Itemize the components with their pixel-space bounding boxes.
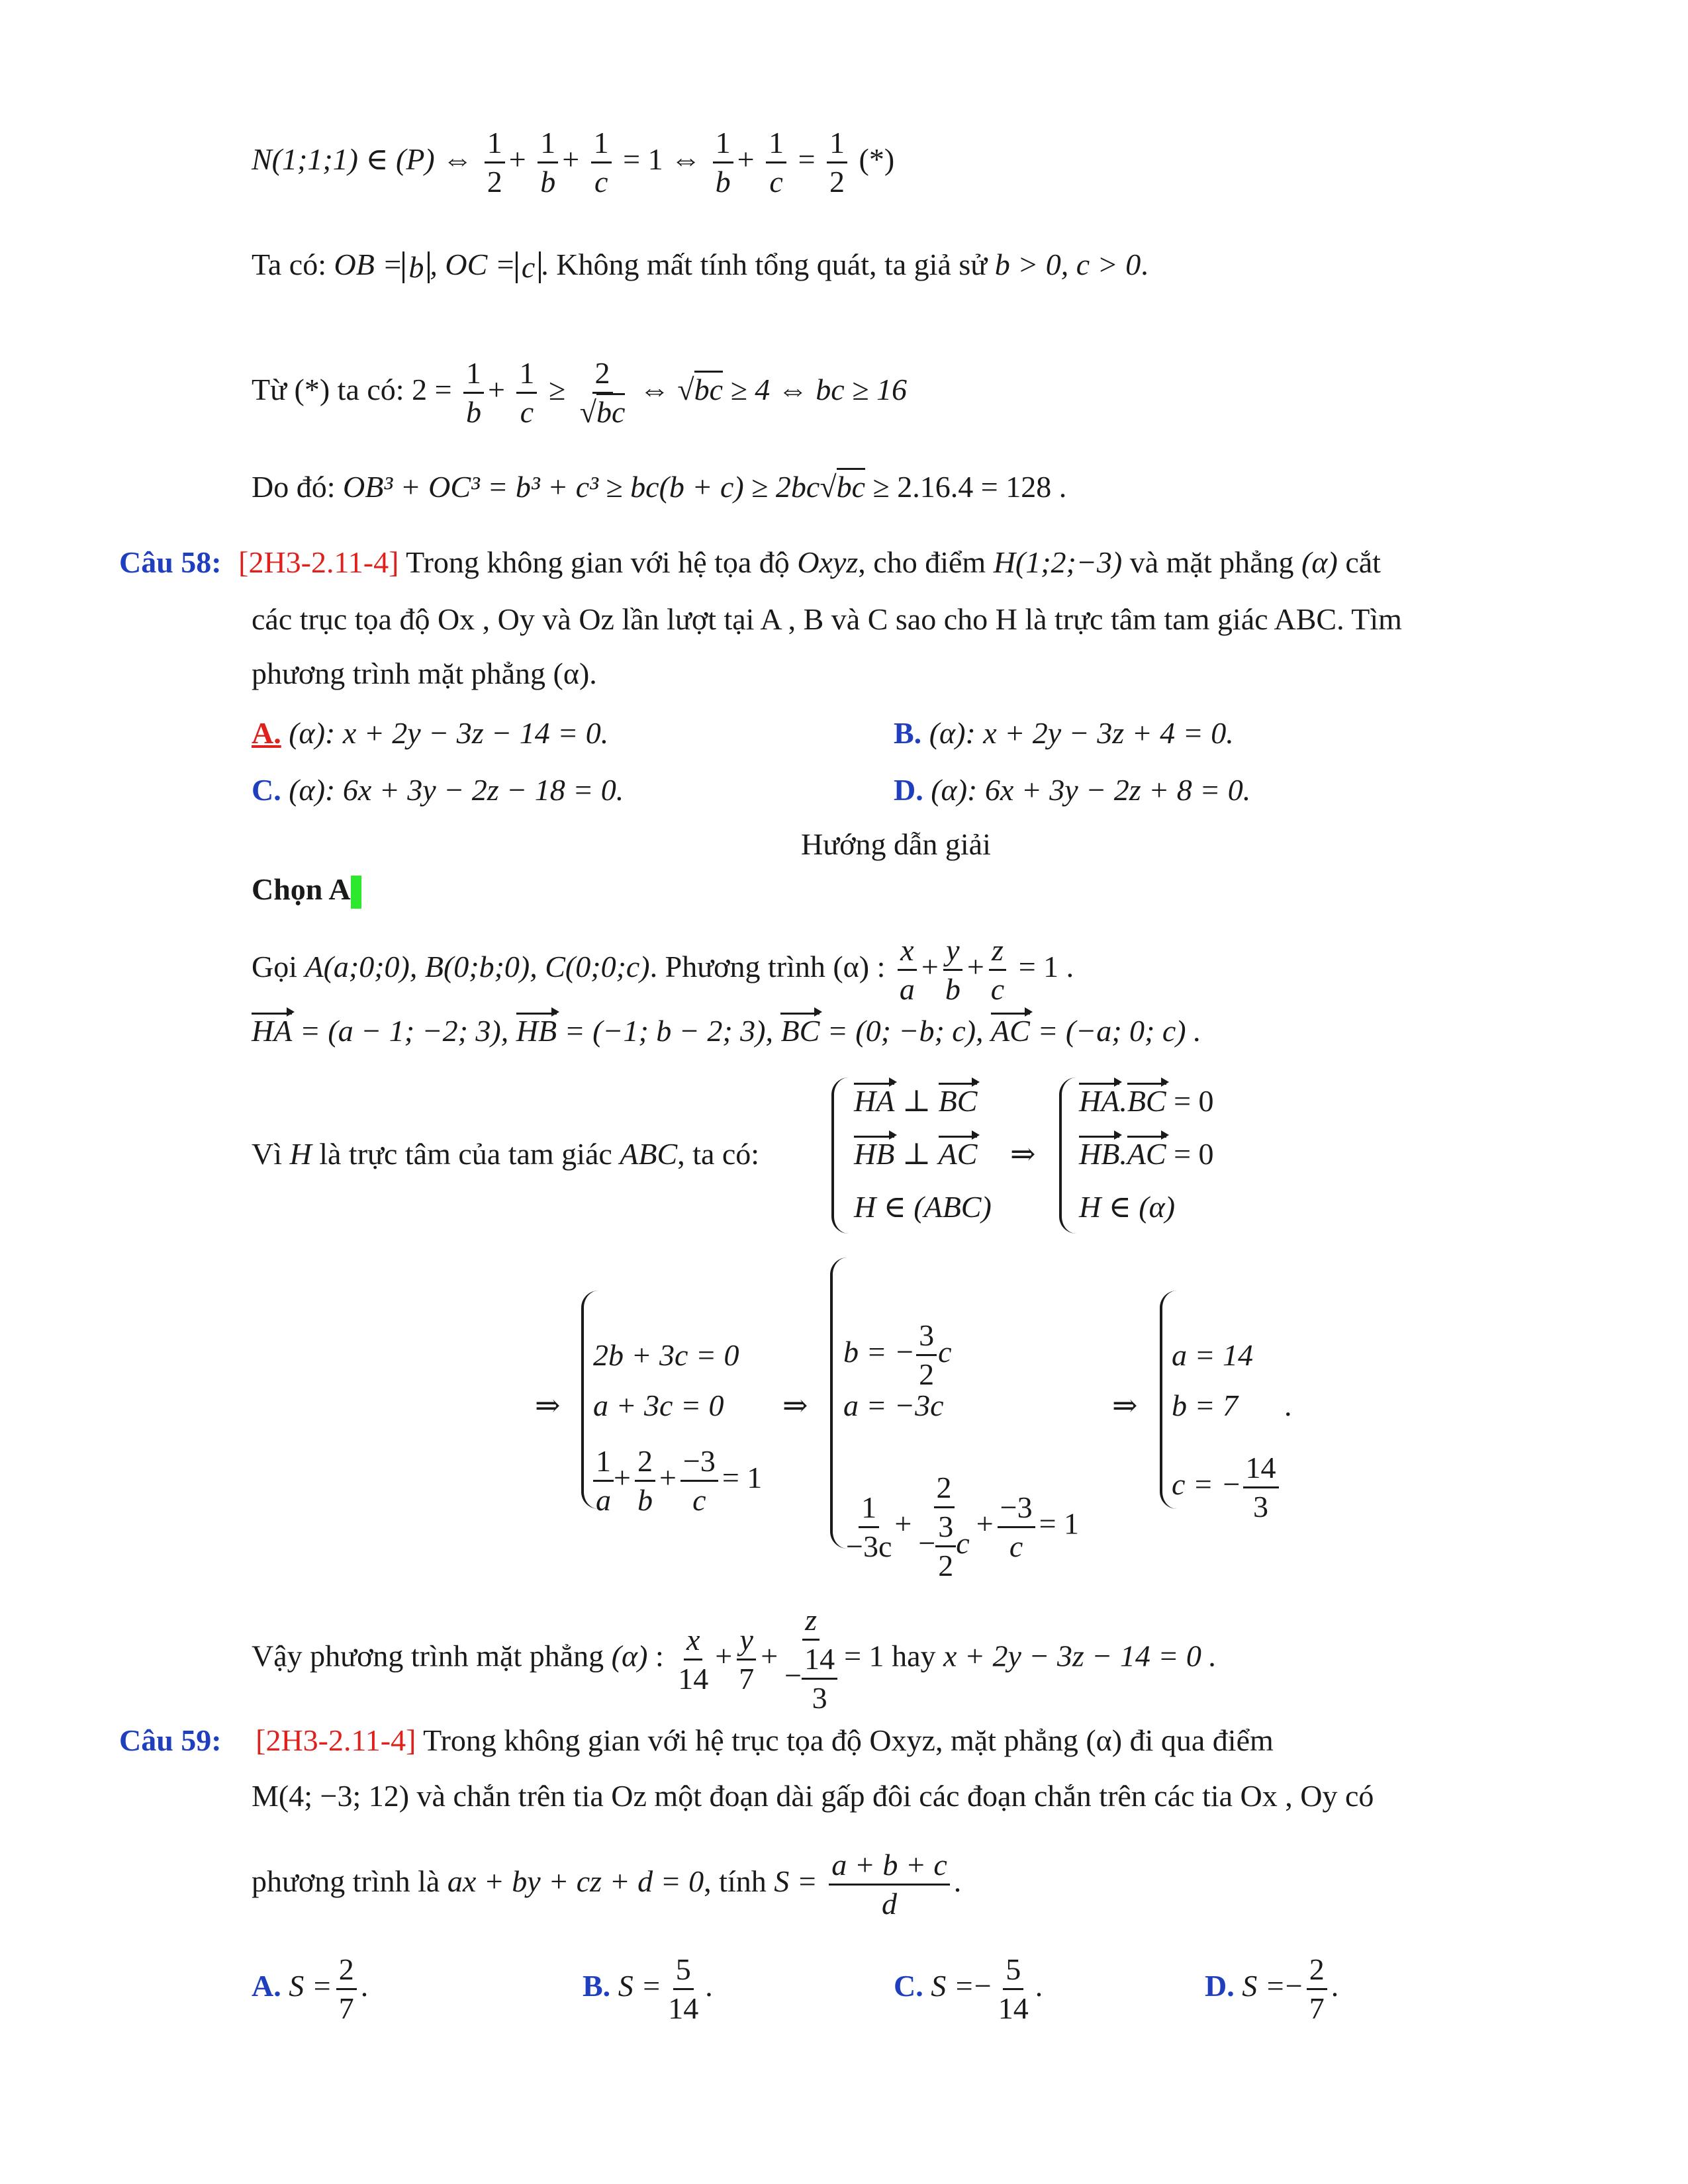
points: A(a;0;0), B(0;b;0), C(0;0;c) bbox=[305, 950, 650, 984]
frac-den: − $\frac{3}{2}$ c bbox=[915, 1508, 972, 1584]
frac-den: 7 bbox=[338, 1991, 354, 2025]
two-equals: 2 = bbox=[412, 373, 452, 407]
sys5-row-3 bbox=[1172, 1449, 1280, 1525]
alpha: (α) bbox=[611, 1639, 648, 1673]
text: Trong không gian với hệ trục tọa độ Oxyz, mặt phẳng (α) đi qua điểm bbox=[423, 1723, 1274, 1757]
iff: ⇔ bbox=[639, 373, 670, 407]
option-label: A. bbox=[252, 1969, 281, 2003]
highlight-mark bbox=[351, 876, 361, 909]
equals-one: = 1 ⇔ bbox=[623, 142, 702, 177]
frac-num: 5 bbox=[1003, 1951, 1023, 1990]
frac-den: − $\frac{14}{3}$ bbox=[782, 1641, 840, 1717]
question-58-line-1 bbox=[119, 543, 1381, 582]
s-equals: S = bbox=[289, 1969, 332, 2003]
prefix: Từ (*) ta có: bbox=[252, 373, 404, 407]
frac-den: 14 bbox=[998, 1991, 1029, 2025]
dot: . bbox=[1119, 1084, 1127, 1118]
text: hay bbox=[892, 1639, 936, 1673]
option-text: (α): 6x + 3y − 2z + 8 = 0. bbox=[931, 773, 1251, 807]
frac-num: z bbox=[989, 932, 1006, 971]
colon: : bbox=[655, 1639, 664, 1673]
alpha: (α) bbox=[1301, 545, 1338, 579]
text: c = − bbox=[1172, 1467, 1242, 1502]
implies: ⇒ bbox=[1112, 1388, 1138, 1422]
s-equals: S = bbox=[931, 1969, 974, 2003]
option-label: C. bbox=[894, 1969, 923, 2003]
question-58-line-2: các trục tọa độ Ox , Oy và Oz lần lượt tại A , B và C sao cho H là trực tâm tam giác ABC. Tìm bbox=[252, 602, 1402, 636]
text: phương trình là bbox=[252, 1864, 440, 1899]
ob-label: OB = bbox=[334, 248, 403, 281]
text: Gọi bbox=[252, 950, 297, 984]
frac-num: 1 bbox=[713, 124, 733, 163]
question-59-line-3 bbox=[252, 1846, 961, 1923]
equation: ax + by + cz + d = 0 bbox=[447, 1864, 704, 1899]
abs-b: b bbox=[402, 251, 430, 283]
vector-bc: BC bbox=[1127, 1081, 1166, 1121]
vector-hb: HB bbox=[1079, 1134, 1119, 1174]
q59-option-b[interactable]: B. S = $\frac{5}{14}$ . bbox=[583, 1951, 713, 2027]
solution-title: Hướng dẫn giải bbox=[801, 827, 991, 861]
point-h: H(1;2;−3) bbox=[993, 545, 1123, 579]
equals: = bbox=[798, 142, 816, 177]
dot: . bbox=[1119, 1137, 1127, 1171]
frac-den: 2 bbox=[829, 165, 845, 199]
frac-den: 3 bbox=[1253, 1490, 1268, 1524]
frac-num: 14 bbox=[1243, 1449, 1279, 1488]
option-label: B. bbox=[894, 716, 922, 750]
frac-den: 2 bbox=[919, 1357, 935, 1391]
h-letter: H bbox=[289, 1137, 312, 1171]
frac-num: 2 bbox=[934, 1469, 955, 1508]
text: Trong không gian với hệ tọa độ bbox=[406, 545, 790, 579]
text: = 1 . bbox=[1018, 950, 1074, 984]
sys3-row-1: 2b + 3c = 0 bbox=[593, 1338, 739, 1372]
s-equals: S = bbox=[1242, 1969, 1286, 2003]
frac-den: 2 bbox=[487, 165, 502, 199]
frac-den: b bbox=[466, 395, 482, 429]
text: và mặt phẳng bbox=[1129, 545, 1294, 579]
s-equals: S = bbox=[618, 1969, 662, 2003]
plus: + bbox=[737, 142, 755, 177]
prefix: Do đó: bbox=[252, 470, 336, 504]
question-label: Câu 58: bbox=[119, 545, 222, 579]
expression: OB³ + OC³ = b³ + c³ ≥ bc(b + c) ≥ 2bc bbox=[343, 470, 820, 504]
equation-line-1 bbox=[252, 124, 894, 201]
frac-den: c bbox=[692, 1483, 706, 1517]
question-label: Câu 59: bbox=[119, 1723, 222, 1757]
vector-ha: HA bbox=[854, 1081, 894, 1121]
vector-ha: HA bbox=[1079, 1081, 1119, 1121]
frac-num: 2 bbox=[1307, 1951, 1327, 1990]
frac-den: c bbox=[990, 972, 1005, 1006]
perp: ⊥ bbox=[902, 1084, 931, 1118]
vector-value: = (a − 1; −2; 3), bbox=[299, 1014, 509, 1048]
sys2-row-1 bbox=[1079, 1081, 1214, 1121]
text: , tính bbox=[704, 1864, 767, 1899]
option-text: (α): x + 2y − 3z − 14 = 0. bbox=[289, 716, 609, 750]
period: . bbox=[1284, 1388, 1292, 1422]
frac-den: 3 bbox=[812, 1681, 827, 1715]
vector-value: = (−1; b − 2; 3), bbox=[564, 1014, 773, 1048]
text: Vì bbox=[252, 1137, 282, 1171]
text-line-2 bbox=[252, 245, 1149, 285]
implies: ⇒ bbox=[535, 1388, 561, 1422]
sys1-row-1 bbox=[854, 1081, 977, 1121]
frac-num: 1 bbox=[593, 1443, 614, 1482]
sys1-row-3: H ∈ (ABC) bbox=[854, 1190, 992, 1224]
frac-den: 2 bbox=[938, 1549, 954, 1582]
frac-num: 1 bbox=[766, 124, 786, 163]
text-line-4 bbox=[252, 467, 1066, 507]
sys2-row-3: H ∈ (α) bbox=[1079, 1190, 1176, 1224]
vector-ac: AC bbox=[939, 1134, 978, 1174]
frac-den: d bbox=[882, 1887, 898, 1921]
vector-hb: HB bbox=[854, 1134, 894, 1174]
option-text: (α): 6x + 3y − 2z − 18 = 0. bbox=[289, 773, 624, 807]
sign: − bbox=[974, 1969, 992, 2003]
frac-num: 1 bbox=[463, 355, 484, 394]
frac-den: c bbox=[769, 165, 783, 199]
inequality: ≥ 4 ⇔ bc ≥ 16 bbox=[730, 373, 907, 407]
sys4-row-2: a = −3c bbox=[843, 1388, 944, 1422]
perp: ⊥ bbox=[902, 1137, 931, 1171]
frac-den: c bbox=[1009, 1529, 1023, 1563]
option-b[interactable] bbox=[894, 713, 1234, 753]
q59-option-a[interactable]: A. S = $\frac{2}{7}$ . bbox=[252, 1951, 368, 2027]
sys3-row-2: a + 3c = 0 bbox=[593, 1388, 724, 1422]
equation-lhs: N(1;1;1) ∈ (P) ⇔ bbox=[252, 142, 473, 177]
sign: − bbox=[1285, 1969, 1303, 2003]
sqrt-arg: bc bbox=[596, 393, 625, 429]
sqrt-bc: √bc bbox=[820, 468, 865, 504]
sqrt-bc: √bc bbox=[677, 371, 723, 406]
frac-num: 5 bbox=[673, 1951, 694, 1990]
frac-num: 1 bbox=[538, 124, 558, 163]
option-label: C. bbox=[252, 773, 281, 807]
frac-num: z bbox=[802, 1602, 820, 1641]
option-label: D. bbox=[894, 773, 923, 807]
frac-den: b bbox=[637, 1483, 653, 1517]
abc: ABC bbox=[620, 1137, 678, 1171]
period: . bbox=[1141, 248, 1149, 281]
frac-den: 14 bbox=[678, 1661, 709, 1696]
question-59-line-1 bbox=[119, 1721, 1274, 1760]
frac-num: 1 bbox=[827, 124, 847, 163]
prefix: Ta có: bbox=[252, 248, 327, 281]
option-a[interactable] bbox=[252, 713, 608, 753]
plus: + bbox=[488, 373, 505, 407]
vector-bc: BC bbox=[939, 1081, 978, 1121]
eq-one: = 1 bbox=[1039, 1506, 1080, 1541]
sys2-row-2 bbox=[1079, 1134, 1214, 1174]
text: b = − bbox=[843, 1335, 915, 1369]
frac-num: 1 bbox=[859, 1489, 879, 1528]
frac-den: b bbox=[945, 972, 961, 1006]
text: là trực tâm của tam giác bbox=[319, 1137, 612, 1171]
choose-text: Chọn A bbox=[252, 872, 351, 906]
vector-ha: HA bbox=[252, 1011, 292, 1051]
frac-num: 2 bbox=[635, 1443, 655, 1482]
option-d[interactable] bbox=[894, 770, 1250, 810]
sys4-row-3: $\frac{1}{-3c}$ + 2 − $\frac{3}{2}$ c + $\frac{-3}{c}$ = 1 bbox=[843, 1469, 1079, 1584]
text: , ta có: bbox=[677, 1137, 760, 1171]
question-tag: [2H3-2.11-4] bbox=[256, 1723, 416, 1757]
plus: + bbox=[508, 142, 526, 177]
option-label: B. bbox=[583, 1969, 611, 2003]
frac-num: 1 bbox=[516, 355, 537, 394]
brace bbox=[1059, 1077, 1076, 1234]
question-tag: [2H3-2.11-4] bbox=[238, 545, 399, 579]
option-label: A. bbox=[252, 716, 281, 750]
vector-hb: HB bbox=[516, 1011, 557, 1051]
sentence: . Không mất tính tổng quát, ta giả sử bbox=[541, 248, 988, 281]
frac-num: y bbox=[737, 1621, 755, 1661]
frac-num: 14 bbox=[802, 1641, 837, 1680]
question-59-line-2: M(4; −3; 12) và chắn trên tia Oz một đoạn dài gấp đôi các đoạn chắn trên các tia Ox , Oy có bbox=[252, 1779, 1374, 1813]
vi-line bbox=[252, 1134, 759, 1174]
implies: ⇒ bbox=[1010, 1137, 1036, 1171]
star-mark: (*) bbox=[859, 142, 895, 177]
option-c[interactable] bbox=[252, 770, 624, 810]
frac-den: a bbox=[596, 1483, 611, 1517]
frac-den: b bbox=[540, 165, 556, 199]
frac-den: √bc bbox=[577, 394, 628, 431]
s-equals: S = bbox=[774, 1864, 818, 1899]
frac-num: 3 bbox=[935, 1508, 956, 1547]
frac-num: −3 bbox=[998, 1489, 1035, 1528]
text: cắt bbox=[1345, 545, 1381, 579]
frac-den: c bbox=[594, 165, 608, 199]
frac-num: 3 bbox=[916, 1317, 937, 1356]
eq-zero: = 0 bbox=[1174, 1137, 1214, 1171]
frac-num: a + b + c bbox=[829, 1846, 950, 1886]
option-label: D. bbox=[1205, 1969, 1235, 2003]
text-line-3 bbox=[252, 355, 907, 431]
c: c bbox=[938, 1335, 952, 1369]
frac-num: 2 bbox=[336, 1951, 357, 1990]
frac-den: 7 bbox=[1309, 1991, 1325, 2025]
sys3-row-3: $\frac{1}{a}$ + $\frac{2}{b}$ + $\frac{-3}{c}$ = 1 bbox=[593, 1443, 762, 1519]
sys5-row-1: a = 14 bbox=[1172, 1338, 1254, 1372]
ge: ≥ bbox=[548, 373, 566, 407]
text: , cho điểm bbox=[858, 545, 986, 579]
frac-den: c bbox=[520, 395, 534, 429]
vector-ac: AC bbox=[991, 1011, 1030, 1051]
frac-num: 2 bbox=[592, 355, 613, 394]
frac-den: a bbox=[899, 972, 915, 1006]
frac-num: −3 bbox=[680, 1443, 718, 1482]
sqrt-arg: bc bbox=[837, 468, 865, 504]
q59-option-c[interactable]: C. S =− $\frac{5}{14}$ . bbox=[894, 1951, 1043, 2027]
sys1-row-2 bbox=[854, 1134, 977, 1174]
frac-den: 14 bbox=[668, 1991, 699, 2025]
oxyz: Oxyz bbox=[797, 545, 859, 579]
text: Vậy phương trình mặt phẳng bbox=[252, 1639, 604, 1673]
goi-line: Gọi A(a;0;0), B(0;b;0), C(0;0;c). Phương trình (α) : $\frac{x}{a}$ + $\frac{y}{b}$ + $\frac{z}{c}$ = 1 . bbox=[252, 932, 1074, 1008]
frac-num: 1 bbox=[591, 124, 612, 163]
vector-value: = (−a; 0; c) . bbox=[1037, 1014, 1201, 1048]
equation: x + 2y − 3z − 14 = 0 . bbox=[943, 1639, 1217, 1673]
frac-num: y bbox=[943, 932, 962, 971]
text: . Phương trình (α) : bbox=[649, 950, 886, 984]
sqrt-arg: bc bbox=[694, 371, 723, 406]
condition: b > 0, c > 0 bbox=[994, 248, 1141, 281]
eq-one: = 1 bbox=[722, 1461, 763, 1495]
frac-den: b bbox=[715, 165, 731, 199]
plus: + bbox=[562, 142, 580, 177]
tail: ≥ 2.16.4 = 128 . bbox=[872, 470, 1067, 504]
sys5-row-2: b = 7 bbox=[1172, 1388, 1239, 1422]
brace bbox=[831, 1077, 849, 1234]
vectors-line bbox=[252, 1011, 1201, 1051]
abs-c: c bbox=[516, 251, 541, 283]
choose-answer bbox=[252, 870, 361, 909]
q59-option-d[interactable]: D. S =− $\frac{2}{7}$ . bbox=[1205, 1951, 1338, 2027]
period: . bbox=[953, 1864, 962, 1899]
frac-num: x bbox=[898, 932, 916, 971]
option-text: (α): x + 2y − 3z + 4 = 0. bbox=[929, 716, 1234, 750]
frac-num: 1 bbox=[485, 124, 505, 163]
frac-num: x bbox=[684, 1621, 702, 1661]
sys4-row-1 bbox=[843, 1317, 952, 1393]
frac-den: 7 bbox=[739, 1661, 755, 1696]
conclusion-line: Vậy phương trình mặt phẳng (α) : $\frac{x}{14}$ + $\frac{y}{7}$ + z − $\frac{14}{3}$ = 1 hay x + 2y − 3z − 14 = 0 . bbox=[252, 1602, 1217, 1717]
vector-ac: AC bbox=[1127, 1134, 1166, 1174]
eq-zero: = 0 bbox=[1174, 1084, 1214, 1118]
frac-den: −3c bbox=[846, 1529, 892, 1563]
implies: ⇒ bbox=[782, 1388, 808, 1422]
vector-bc: BC bbox=[780, 1011, 820, 1051]
vector-value: = (0; −b; c), bbox=[827, 1014, 984, 1048]
question-58-line-3: phương trình mặt phẳng (α). bbox=[252, 657, 597, 690]
oc-label: , OC = bbox=[430, 248, 516, 281]
c: c bbox=[956, 1526, 970, 1561]
